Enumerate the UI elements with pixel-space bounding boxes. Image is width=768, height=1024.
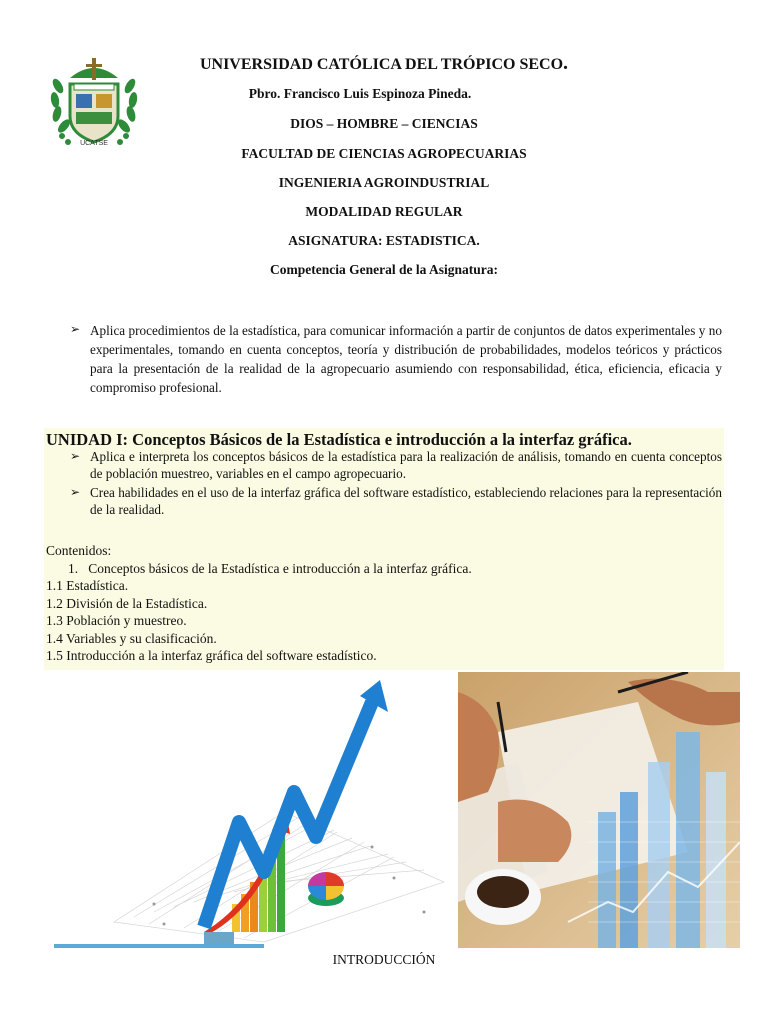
competence-heading: Competencia General de la Asignatura:	[270, 262, 498, 277]
unit-title: UNIDAD I: Conceptos Básicos de la Estadística e introducción a la interfaz gráfica.	[46, 430, 632, 449]
contents-numbered-item: 1. Conceptos básicos de la Estadística e introducción a la interfaz gráfica.	[68, 560, 472, 576]
competence-text: Aplica procedimientos de la estadística, para comunicar información a partir de conjuntos de datos experimentales y no experimentales, tomando en cuenta conceptos, teoría y distribución de probabilidades, modelos teóricos y prácticos para la presentación de la realidad de la agropecuario asumiendo con responsabilidad, ética, eficiencia, eficacia y compromiso profesional.	[90, 323, 722, 395]
modality: MODALIDAD REGULAR	[305, 204, 463, 219]
career: INGENIERIA AGROINDUSTRIAL	[278, 175, 490, 190]
faculty: FACULTAD DE CIENCIAS AGROPECUARIAS	[241, 146, 527, 161]
contents-item: 1.2 División de la Estadística.	[46, 595, 208, 611]
founder-name: Pbro. Francisco Luis Espinoza Pineda.	[248, 86, 472, 101]
bullet-arrow-icon: ➢	[70, 322, 81, 336]
contents-item: 1.3 Población y muestreo.	[46, 613, 187, 628]
chart-illustration	[54, 672, 454, 948]
logo-seal-text: UCATSE	[80, 140, 108, 147]
business-photo	[458, 672, 740, 948]
contents-item: 1.4 Variables y su clasificación.	[46, 630, 217, 646]
title-dot: .	[563, 52, 569, 74]
motto: DIOS – HOMBRE – CIENCIAS	[290, 116, 478, 131]
introduction-heading: INTRODUCCIÓN	[332, 952, 436, 967]
subject: ASIGNATURA: ESTADISTICA.	[288, 233, 480, 248]
university-name: UNIVERSIDAD CATÓLICA DEL TRÓPICO SECO	[199, 56, 564, 73]
unit-bullet-1: Aplica e interpreta los conceptos básicos de la estadística para la realización de análisis, tomando en cuenta conceptos de población muestreo, variables en el campo agropecuario.	[90, 449, 722, 481]
contents-item: 1.1 Estadística.	[46, 578, 129, 593]
bullet-arrow-icon: ➢	[70, 485, 81, 499]
university-title	[0, 52, 768, 75]
contents-section	[46, 542, 726, 665]
contents-label: Contenidos:	[46, 543, 112, 558]
unit-bullet-2: Crea habilidades en el uso de la interfaz gráfica del software estadístico, estableciendo relaciones para la representación de la realidad.	[90, 485, 722, 517]
contents-item: 1.5 Introducción a la interfaz gráfica del software estadístico.	[46, 648, 377, 663]
bullet-arrow-icon: ➢	[70, 449, 81, 463]
